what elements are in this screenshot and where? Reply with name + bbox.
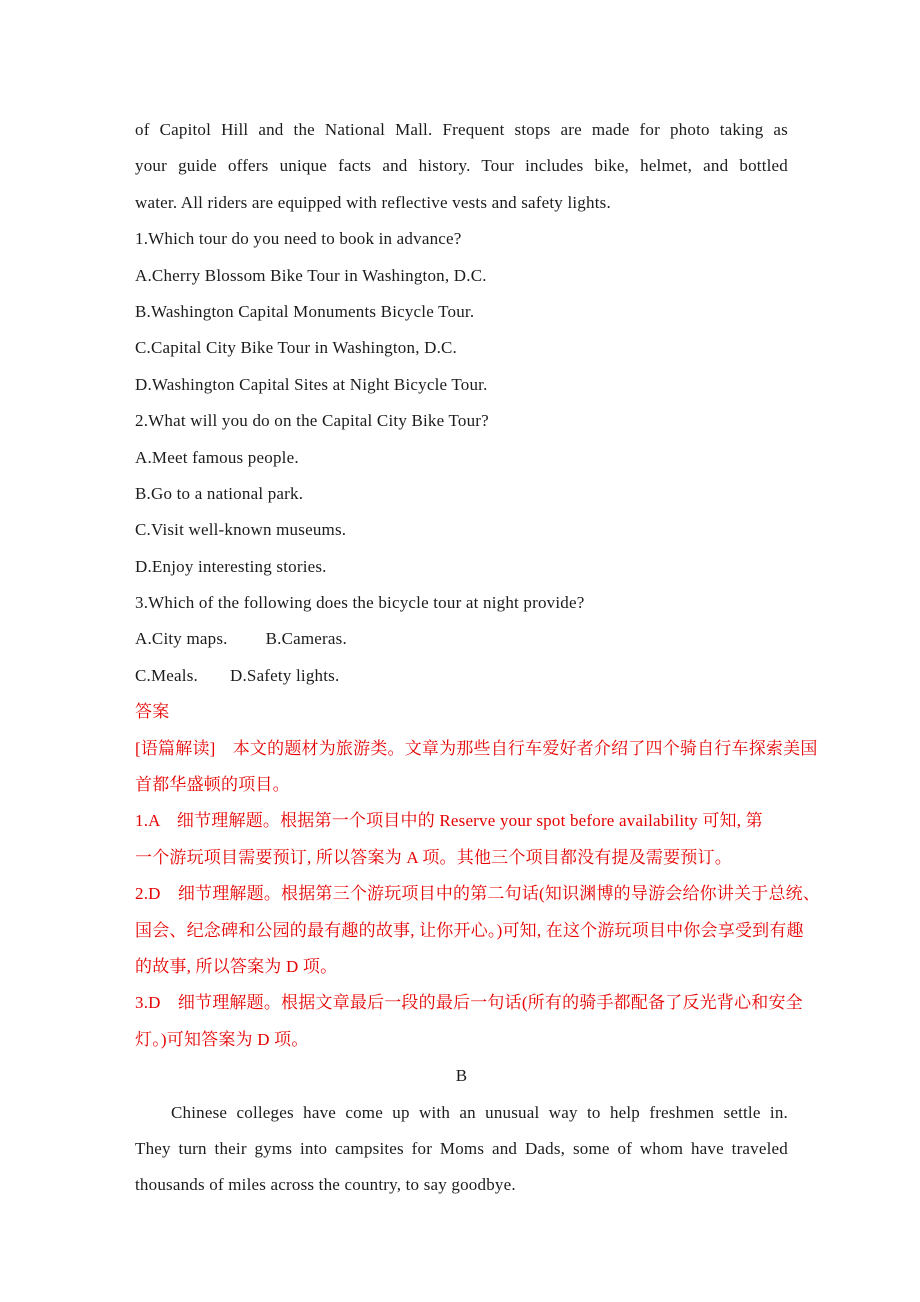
question-3-option-row — [135, 658, 788, 694]
explanation-1-line: 1.A 细节理解题。根据第一个项目中的 Reserve your spot before availability 可知, 第 — [135, 811, 763, 831]
passage-line: of Capitol Hill and the National Mall. Frequent stops are made for photo taking as — [135, 120, 788, 139]
explanation-2-line: 国会、纪念碑和公园的最有趣的故事, 让你开心。)可知, 在这个游玩项目中你会享受到有趣 — [135, 920, 804, 940]
question-2-option-c: C.Visit well-known museums. — [135, 520, 347, 540]
question-3-option-d: D.Safety lights. — [229, 665, 340, 685]
question-3-option-c: C.Meals. — [135, 665, 198, 685]
section-b-paragraph-line: Chinese colleges have come up with an unusual way to help freshmen settle in. — [171, 1102, 788, 1122]
passage-line: water. All riders are equipped with reflective vests and safety lights. — [135, 192, 611, 212]
explanation-2-line: 2.D 细节理解题。根据第三个游玩项目中的第二句话(知识渊博的导游会给你讲关于总统、 — [135, 884, 821, 904]
question-1-option-a: A.Cherry Blossom Bike Tour in Washington, D.C. — [135, 265, 487, 285]
question-2-option-b: B.Go to a national park. — [135, 483, 304, 503]
question-2-option-d: D.Enjoy interesting stories. — [135, 556, 327, 576]
question-2-stem: 2.What will you do on the Capital City Bike Tour? — [135, 411, 489, 431]
question-3-option-a: A.City maps. — [135, 629, 228, 649]
explanation-2-line: 的故事, 所以答案为 D 项。 — [135, 956, 338, 976]
question-1-option-c: C.Capital City Bike Tour in Washington, D.C. — [135, 338, 458, 358]
question-1-option-d: D.Washington Capital Sites at Night Bicycle Tour. — [135, 374, 488, 394]
passage-analysis-line: 首都华盛顿的项目。 — [135, 775, 290, 795]
question-3-option-row — [135, 621, 788, 657]
question-2-option-a: A.Meet famous people. — [135, 447, 299, 467]
question-3-option-b: B.Cameras. — [265, 629, 347, 649]
question-1-stem: 1.Which tour do you need to book in advance? — [135, 229, 462, 249]
answers-heading: 答案 — [135, 702, 170, 722]
explanation-1-line: 一个游玩项目需要预订, 所以答案为 A 项。其他三个项目都没有提及需要预订。 — [135, 847, 732, 867]
section-b-heading: B — [455, 1066, 468, 1086]
question-1-option-b: B.Washington Capital Monuments Bicycle Tour. — [135, 301, 475, 321]
passage-line: your guide offers unique facts and history. Tour includes bike, helmet, and bottled — [135, 156, 788, 176]
explanation-3-line: 3.D 细节理解题。根据文章最后一段的最后一句话(所有的骑手都配备了反光背心和安全 — [135, 993, 803, 1013]
passage-analysis-line: [语篇解读] 本文的题材为旅游类。文章为那些自行车爱好者介绍了四个骑自行车探索美国 — [135, 738, 818, 758]
section-b-paragraph-line: They turn their gyms into campsites for Moms and Dads, some of whom have traveled — [135, 1138, 788, 1158]
explanation-3-line: 灯。)可知答案为 D 项。 — [135, 1029, 309, 1049]
section-b-paragraph-line: thousands of miles across the country, to say goodbye. — [135, 1175, 516, 1195]
question-3-stem: 3.Which of the following does the bicycle tour at night provide? — [135, 593, 585, 613]
document-content — [135, 112, 821, 1204]
